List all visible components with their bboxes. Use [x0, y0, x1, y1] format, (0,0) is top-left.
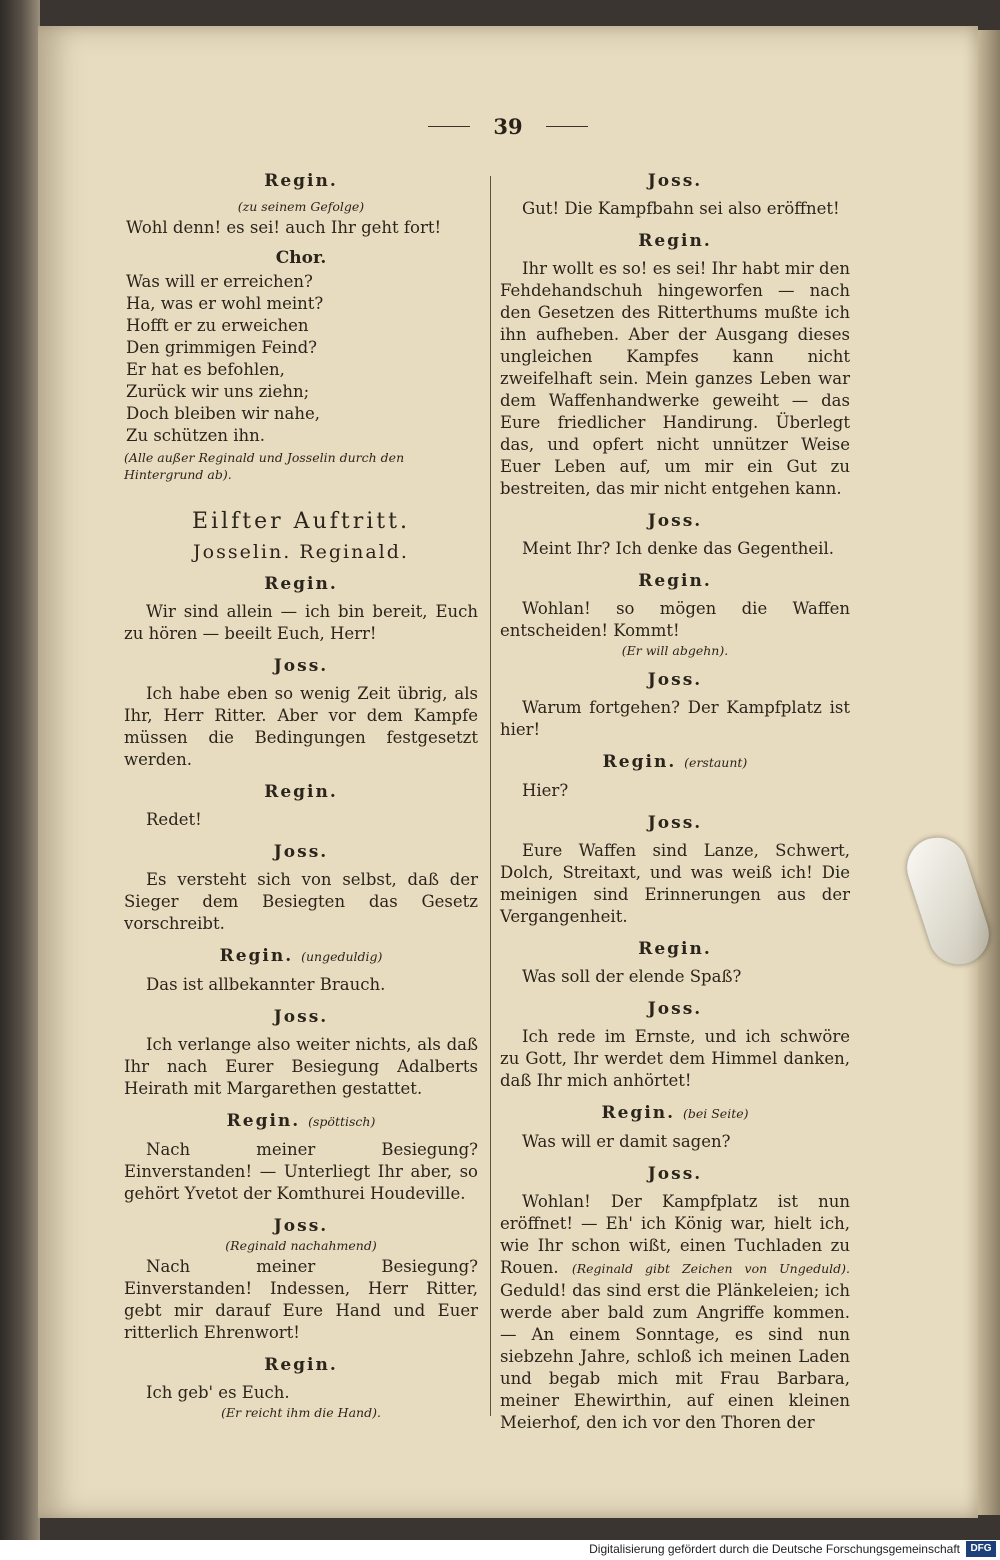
speaker-name: Joss. [273, 656, 329, 676]
header-rule-left [428, 126, 470, 127]
dialogue-paragraph: Ich verlange also weiter nichts, als daß Ihr nach Eurer Besiegung Adalberts Heirath mit Margarethen gestattet. [124, 1035, 478, 1098]
verse-line: Was will er erreichen? [126, 272, 313, 291]
dialogue-paragraph: Was soll der elende Spaß? [522, 967, 742, 986]
right-column [500, 166, 850, 1440]
speaker-name: Regin. [638, 939, 712, 959]
stage-direction: (Alle außer Reginald und Josselin durch den Hintergrund ab). [124, 450, 405, 482]
speaker-name: Regin. [638, 231, 712, 251]
speaker-name: Regin. [638, 571, 712, 591]
page-edge [975, 30, 1000, 1515]
dialogue-paragraph: Wir sind allein — ich bin bereit, Euch zu hören — beeilt Euch, Herr! [124, 602, 478, 643]
stage-direction: (Er reicht ihm die Hand). [221, 1405, 381, 1420]
speaker-name: Regin. [264, 574, 338, 594]
column-divider [490, 176, 491, 1416]
dialogue-paragraph: Ich habe eben so wenig Zeit übrig, als Ihr, Herr Ritter. Aber vor dem Kampfe müssen die Bedingungen festgesetzt werden. [124, 684, 478, 769]
stage-direction: (zu seinem Gefolge) [237, 199, 365, 214]
speaker-name: Joss. [273, 1007, 329, 1027]
dialogue-paragraph: Es versteht sich von selbst, daß der Sieger dem Besiegten das Gesetz vorschreibt. [124, 870, 478, 933]
speaker-name: Regin. [264, 1355, 338, 1375]
stage-direction: (spöttisch) [308, 1114, 376, 1129]
dialogue-paragraph: Wohlan! so mögen die Waffen entscheiden! Kommt! [500, 599, 850, 640]
speaker-name: Joss. [647, 813, 703, 833]
dialogue-paragraph: Nach meiner Besiegung? Einverstanden! — Unterliegt Ihr aber, so gehört Yvetot der Komthurei Houdeville. [124, 1140, 478, 1203]
speaker-name: Regin. (spöttisch) [226, 1111, 376, 1131]
verse-line: Zu schützen ihn. [126, 426, 266, 445]
dialogue-paragraph: Hier? [522, 781, 569, 800]
speaker-name: Joss. [647, 511, 703, 531]
stage-direction: (Er will abgehn). [621, 643, 729, 658]
dialogue-paragraph: Das ist allbekannter Brauch. [146, 975, 386, 994]
dialogue-paragraph: Meint Ihr? Ich denke das Gegentheil. [522, 539, 834, 558]
footer-bar [0, 1540, 1000, 1560]
dialogue-paragraph: Eure Waffen sind Lanze, Schwert, Dolch, Streitaxt, und was weiß ich! Die meinigen sind Erinnerungen aus der Vergangenheit. [500, 841, 850, 926]
dialogue-paragraph: Ich rede im Ernste, und ich schwöre zu Gott, Ihr werdet dem Himmel danken, daß Ihr mich anhörtet! [500, 1027, 850, 1090]
speaker-name: Regin. (ungeduldig) [219, 946, 383, 966]
chorus-heading: Chor. [275, 248, 327, 268]
speaker-name: Joss. [273, 1216, 329, 1236]
book-spine [0, 0, 40, 1540]
verse-line: Doch bleiben wir nahe, [126, 404, 320, 423]
dialogue-paragraph: Was will er damit sagen? [522, 1132, 731, 1151]
speaker-name: Regin. [264, 782, 338, 802]
dialogue-paragraph: Nach meiner Besiegung? Einverstanden! Indessen, Herr Ritter, gebt mir darauf Eure Hand und Euer ritterlich Ehrenwort! [124, 1257, 478, 1342]
book-page [38, 26, 978, 1518]
dfg-logo: DFG [966, 1541, 996, 1557]
verse-line: Den grimmigen Feind? [126, 338, 317, 357]
stage-direction: (erstaunt) [684, 755, 748, 770]
page-header [38, 114, 978, 139]
stage-direction: (bei Seite) [682, 1106, 749, 1121]
dialogue-paragraph: Redet! [146, 810, 202, 829]
scene-heading: Eilfter Auftritt. [192, 509, 410, 534]
dialogue-paragraph: Warum fortgehen? Der Kampfplatz ist hier! [500, 698, 850, 739]
speaker-name: Regin. (erstaunt) [602, 752, 748, 772]
speaker-name: Regin. [264, 171, 338, 191]
verse-line: Er hat es befohlen, [126, 360, 285, 379]
verse-line: Ha, was er wohl meint? [126, 294, 324, 313]
funding-credit: Digitalisierung gefördert durch die Deutsche Forschungsgemeinschaft [589, 1542, 960, 1556]
dialogue-paragraph: Wohlan! Der Kampfplatz ist nun eröffnet! — Eh' ich König war, hielt ich, wie Ihr schon wißt, einen Tuchladen zu Rouen. (Reginald gibt Zeichen von Ungeduld). Geduld! das sind erst die Plänkeleien; ich werde aber bald zum Angriffe kommen. — An einem Sonntage, es sind nun siebzehn Jahre, schloß ich meinen Laden und begab mich mit Frau Barbara, meiner Ehewirthin, auf einen kleinen Meierhof, den ich vor den Thoren der [500, 1192, 850, 1432]
verse-line: Zurück wir uns ziehn; [126, 382, 310, 401]
stage-direction: (Reginald nachahmend) [225, 1238, 377, 1253]
dialogue-paragraph: Gut! Die Kampfbahn sei also eröffnet! [522, 199, 840, 218]
speaker-name: Joss. [273, 842, 329, 862]
dialogue-paragraph: Ihr wollt es so! es sei! Ihr habt mir den Fehdehandschuh hingeworfen — nach den Gesetzen des Ritterthums mußte ich ihn aufheben. Aber der Ausgang dieses ungleichen Kampfes kann nicht zweifelhaft sein. Mein ganzes Leben war dem Waffenhandwerke geweiht — das Eure friedlicher Handirung. Überlegt das, und opfert nicht unnützer Weise Euer Leben auf, um mir ein Gut zu bestreiten, das mir nicht entgehen kann. [500, 259, 850, 498]
left-column [124, 166, 478, 1423]
header-rule-right [546, 126, 588, 127]
dialogue-paragraph: Ich geb' es Euch. [146, 1383, 290, 1402]
dialogue-line: Wohl denn! es sei! auch Ihr geht fort! [126, 218, 442, 237]
stage-direction: (Reginald gibt Zeichen von Ungeduld). [571, 1261, 850, 1276]
stage-direction: (ungeduldig) [301, 949, 383, 964]
page-number: 39 [493, 114, 523, 139]
speaker-name: Joss. [647, 670, 703, 690]
speaker-name: Regin. (bei Seite) [601, 1103, 749, 1123]
speaker-name: Joss. [647, 999, 703, 1019]
speaker-name: Joss. [647, 1164, 703, 1184]
speaker-name: Joss. [647, 171, 703, 191]
scene-cast: Josselin. Reginald. [193, 541, 409, 563]
verse-line: Hofft er zu erweichen [126, 316, 309, 335]
